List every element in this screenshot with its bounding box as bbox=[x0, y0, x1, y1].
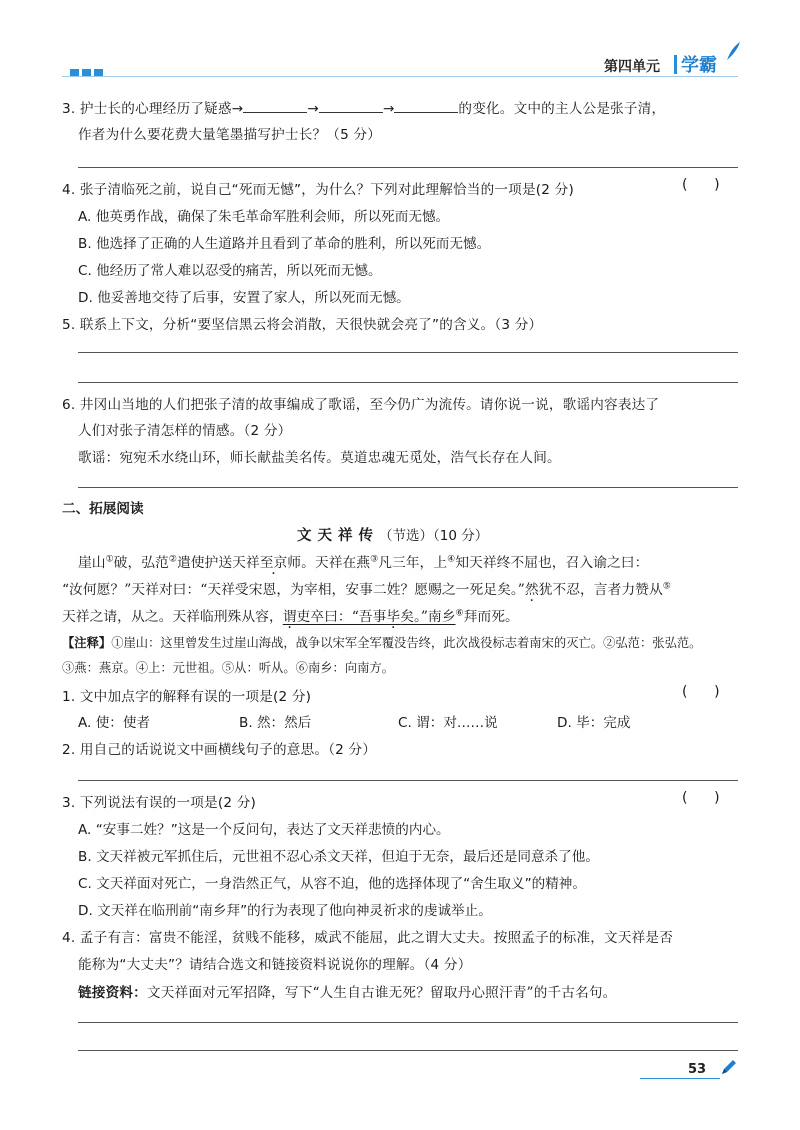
answer-line[interactable] bbox=[78, 167, 738, 168]
question-3: 3. 护士长的心理经历了疑惑→ → → 的变化。文中的主人公是张子清， bbox=[62, 101, 666, 117]
option-b: B. 文天祥被元军抓住后，元世祖不忍心杀文天祥，但迫于无奈，最后还是同意杀了他。 bbox=[78, 849, 599, 865]
part2-question-4: 4. 孟子有言：富贵不能淫，贫贱不能移，威武不能屈，此之谓大丈夫。按照孟子的标准，文天祥是否 bbox=[62, 930, 674, 946]
answer-blank[interactable] bbox=[319, 100, 383, 113]
question-6-line2: 人们对张子清怎样的情感。（2 分） bbox=[78, 423, 292, 439]
answer-line[interactable] bbox=[78, 1050, 738, 1051]
part2-question-3: 3. 下列说法有误的一项是(2 分) bbox=[62, 795, 256, 811]
question-6: 6. 井冈山当地的人们把张子清的故事编成了歌谣，至今仍广为流传。请你说一说，歌谣内容表达了 bbox=[62, 397, 660, 413]
part2-question-4-line2: 能称为“大丈夫”？请结合选文和链接资料说说你的理解。（4 分） bbox=[78, 957, 472, 973]
header-rule bbox=[62, 76, 738, 77]
answer-blank[interactable] bbox=[243, 100, 307, 113]
pencil-icon bbox=[720, 1058, 738, 1076]
option-c: C. 谓：对……说 bbox=[398, 715, 498, 731]
answer-parentheses[interactable]: ( ) bbox=[682, 177, 720, 193]
option-d: D. 他妥善地交待了后事，安置了家人，所以死而无憾。 bbox=[78, 290, 410, 306]
notes-line-1: 【注释】①崖山：这里曾发生过崖山海战，战争以宋军全军覆没告终，此次战役标志着南宋的灭亡。②弘范：张弘范。 bbox=[62, 636, 702, 650]
option-d: D. 文天祥在临刑前“南乡拜”的行为表现了他向神灵祈求的虔诚举止。 bbox=[78, 903, 492, 919]
page-number: 53 bbox=[688, 1062, 707, 1077]
answer-line[interactable] bbox=[78, 1022, 738, 1023]
option-a: A. 他英勇作战，确保了朱毛革命军胜利会师，所以死而无憾。 bbox=[78, 209, 450, 225]
option-c: C. 文天祥面对死亡，一身浩然正气，从容不迫，他的选择体现了“舍生取义”的精神。 bbox=[78, 876, 586, 892]
dotted-char: 毕 bbox=[386, 609, 401, 625]
answer-line[interactable] bbox=[78, 382, 738, 383]
answer-blank[interactable] bbox=[394, 100, 458, 113]
part2-question-2: 2. 用自己的话说说文中画横线句子的意思。（2 分） bbox=[62, 742, 377, 758]
link-material: 链接资料：文天祥面对元军招降，写下“人生自古谁无死？留取丹心照汗青”的千古名句。 bbox=[78, 985, 617, 1001]
unit-label: 第四单元 bbox=[604, 59, 660, 75]
passage-line-1: 崖山①破，弘范②遣使护送天祥至京师。天祥在燕 ·③凡三年，上④知天祥终不屈也，召入谕之曰： bbox=[78, 551, 648, 571]
question-4: 4. 张子清临死之前，说自己“死而无憾”，为什么？下列对此理解恰当的一项是(2 分) bbox=[62, 182, 574, 198]
answer-parentheses[interactable]: ( ) bbox=[682, 684, 720, 700]
option-d: D. 毕：完成 bbox=[557, 715, 631, 731]
footer-rule bbox=[640, 1078, 720, 1079]
answer-line[interactable] bbox=[78, 352, 738, 353]
dotted-char: 谓 bbox=[282, 609, 297, 625]
dotted-char: 遣使护送天祥至京师。天祥在燕 · bbox=[177, 555, 370, 571]
passage-line-3: 天祥之请，从之。天祥临刑殊从容，谓吏卒曰：“吾事毕矣。”南乡⑥拜而死。 bbox=[62, 608, 519, 625]
option-b: B. 他选择了正确的人生道路并且看到了革命的胜利，所以死而无憾。 bbox=[78, 236, 491, 252]
option-a: A. “安事二姓？”这是一个反问句，表达了文天祥悲愤的内心。 bbox=[78, 822, 450, 838]
passage-line-2: “汝何愿？”天祥对曰：“天祥受宋恩，为宰相，安事二姓？愿赐之一死足矣。”然犹不忍，言者力赞从⑤ bbox=[62, 581, 671, 598]
option-b: B. 然：然后 bbox=[239, 715, 312, 731]
dotted-char: 然 bbox=[524, 582, 539, 598]
notes-line-2: ③燕：燕京。④上：元世祖。⑤从：听从。⑥南乡：向南方。 bbox=[62, 661, 395, 675]
answer-line[interactable] bbox=[78, 487, 738, 488]
brand-logo: 学霸 bbox=[681, 55, 717, 76]
feather-icon bbox=[724, 40, 742, 62]
answer-line[interactable] bbox=[78, 780, 738, 781]
section-title: 二、拓展阅读 bbox=[62, 501, 144, 517]
option-a: A. 使：使者 bbox=[78, 715, 151, 731]
passage-title: 文天祥传（节选）（10 分） bbox=[297, 528, 489, 544]
part2-question-1: 1. 文中加点字的解释有误的一项是(2 分) bbox=[62, 689, 312, 705]
question-3-line2: 作者为什么要花费大量笔墨描写护士长？（5 分） bbox=[78, 127, 382, 143]
song-text: 歌谣：宛宛禾水绕山环，师长献盐美名传。莫道忠魂无觅处，浩气长存在人间。 bbox=[78, 450, 561, 466]
answer-parentheses[interactable]: ( ) bbox=[682, 790, 720, 806]
header-decoration bbox=[70, 61, 106, 80]
question-5: 5. 联系上下文，分析“要坚信黑云将会消散，天很快就会亮了”的含义。（3 分） bbox=[62, 317, 543, 333]
option-c: C. 他经历了常人难以忍受的痛苦，所以死而无憾。 bbox=[78, 263, 382, 279]
header-divider bbox=[674, 55, 677, 74]
